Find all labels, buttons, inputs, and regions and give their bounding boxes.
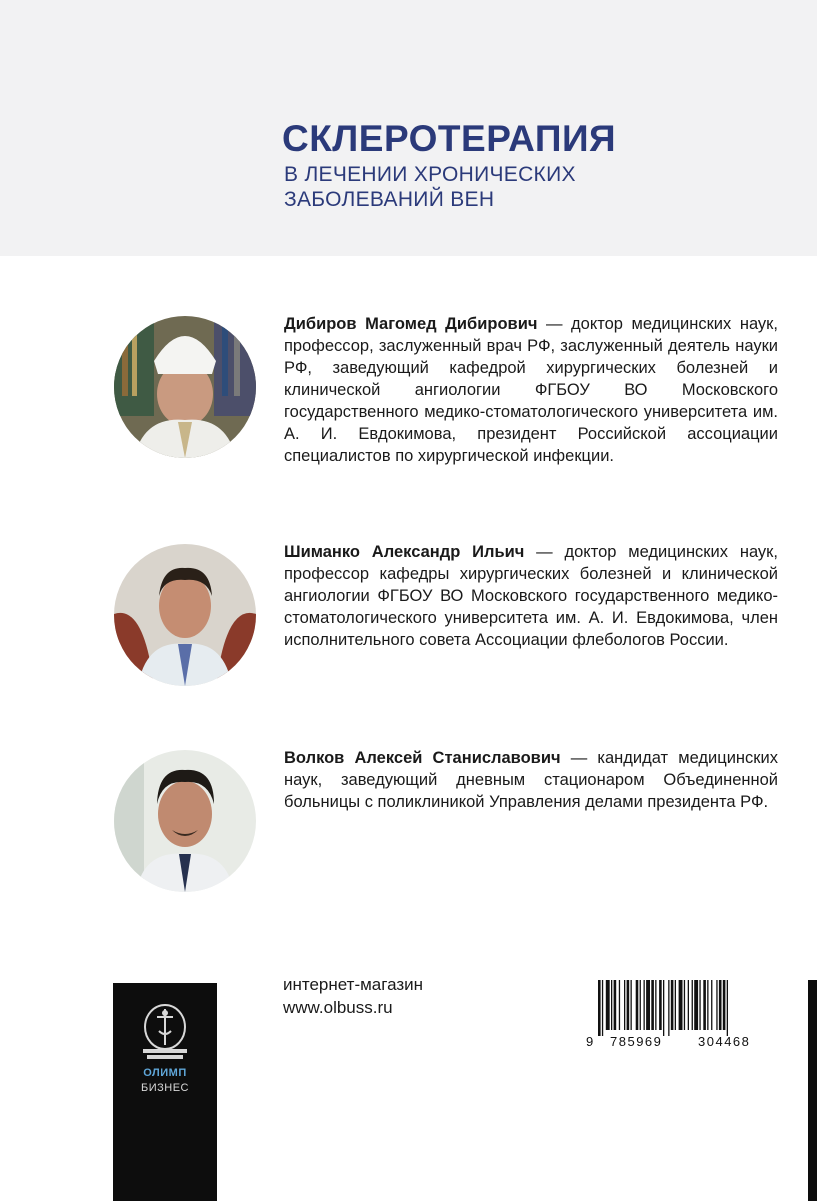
isbn-digit-group-3: 304468	[698, 1034, 751, 1049]
author-photo-1	[114, 316, 256, 458]
subtitle-line-1: В ЛЕЧЕНИИ ХРОНИЧЕСКИХ	[284, 163, 576, 186]
author-photo-3	[114, 750, 256, 892]
barcode-bar	[692, 980, 693, 1030]
barcode-bar	[707, 980, 708, 1030]
store-label: интернет-магазин	[283, 975, 424, 994]
barcode-bar	[699, 980, 700, 1030]
author-photo-2	[114, 544, 256, 686]
barcode-bar	[703, 980, 706, 1030]
barcode-bar	[627, 980, 630, 1030]
store-url[interactable]: www.olbuss.ru	[283, 998, 393, 1017]
barcode-bar	[671, 980, 674, 1030]
author-bio-2	[284, 541, 778, 651]
book-subtitle	[284, 162, 704, 212]
barcode-bars	[586, 980, 776, 1036]
publisher-name-line-2: БИЗНЕС	[141, 1082, 189, 1094]
barcode-bar	[636, 980, 639, 1030]
barcode-bar	[644, 980, 645, 1030]
barcode-bar	[716, 980, 717, 1030]
book-title: СКЛЕРОТЕРАПИЯ	[282, 118, 617, 159]
barcode-bar	[655, 980, 656, 1030]
barcode-bar	[675, 980, 676, 1030]
barcode-bar	[606, 980, 610, 1030]
barcode-bar	[668, 980, 669, 1036]
isbn-barcode	[586, 980, 776, 1060]
barcode-bar	[651, 980, 654, 1030]
publisher-name-line-1: ОЛИМП	[143, 1067, 187, 1079]
barcode-bar	[611, 980, 612, 1030]
barcode-bar	[624, 980, 625, 1030]
author-bio-3	[284, 747, 778, 813]
barcode-bar	[659, 980, 662, 1030]
barcode-bar	[723, 980, 726, 1030]
publisher-emblem-icon	[113, 983, 217, 1067]
barcode-bar	[688, 980, 689, 1030]
barcode-bar	[719, 980, 722, 1030]
barcode-bar	[614, 980, 617, 1030]
author-name-2: Шиманко Александр Ильич	[284, 543, 525, 561]
isbn-digit-group-2: 785969	[610, 1034, 663, 1049]
barcode-bar	[598, 980, 601, 1036]
publisher-logo	[113, 983, 217, 1201]
spine-edge	[808, 980, 817, 1201]
author-text-1: — доктор медицинских наук, профессор, заслуженный врач РФ, заслуженный деятель науки РФ, заведующий кафедрой хирургических болезней и клинической ангиологии ФГБОУ ВО Московского государственного медико-стоматологического университета им. А. И. Евдокимова, президент Российской ассоциации специалистов по хирургической инфекции.	[284, 315, 778, 465]
barcode-bar	[711, 980, 712, 1030]
barcode-bar	[619, 980, 620, 1030]
isbn-digit-group-1: 9	[586, 1034, 594, 1049]
author-text-2: — доктор медицинских наук, профессор кафедры хирургических болезней и клинической ангиологии ФГБОУ ВО Московского государственного медико-стоматологического университета им. А. И. Евдокимова, член исполнительного совета Ассоциации флебологов России.	[284, 543, 778, 649]
barcode-bar	[646, 980, 650, 1030]
author-name-3: Волков Алексей Станиславович	[284, 749, 561, 767]
author-name-1: Дибиров Магомед Дибирович	[284, 315, 538, 333]
barcode-bar	[684, 980, 685, 1030]
author-bio-1	[284, 313, 778, 467]
barcode-bar	[663, 980, 664, 1036]
subtitle-line-2: ЗАБОЛЕВАНИЙ ВЕН	[284, 188, 495, 211]
barcode-bar	[727, 980, 728, 1036]
author-text-3: — кандидат медицинских наук, заведующий дневным стационаром Объединенной больницы с поликлиникой Управления делами президента РФ.	[284, 749, 778, 811]
barcode-bar	[679, 980, 683, 1030]
barcode-bar	[694, 980, 698, 1030]
barcode-bar	[640, 980, 641, 1030]
barcode-bar	[631, 980, 632, 1030]
barcode-bar	[602, 980, 603, 1036]
